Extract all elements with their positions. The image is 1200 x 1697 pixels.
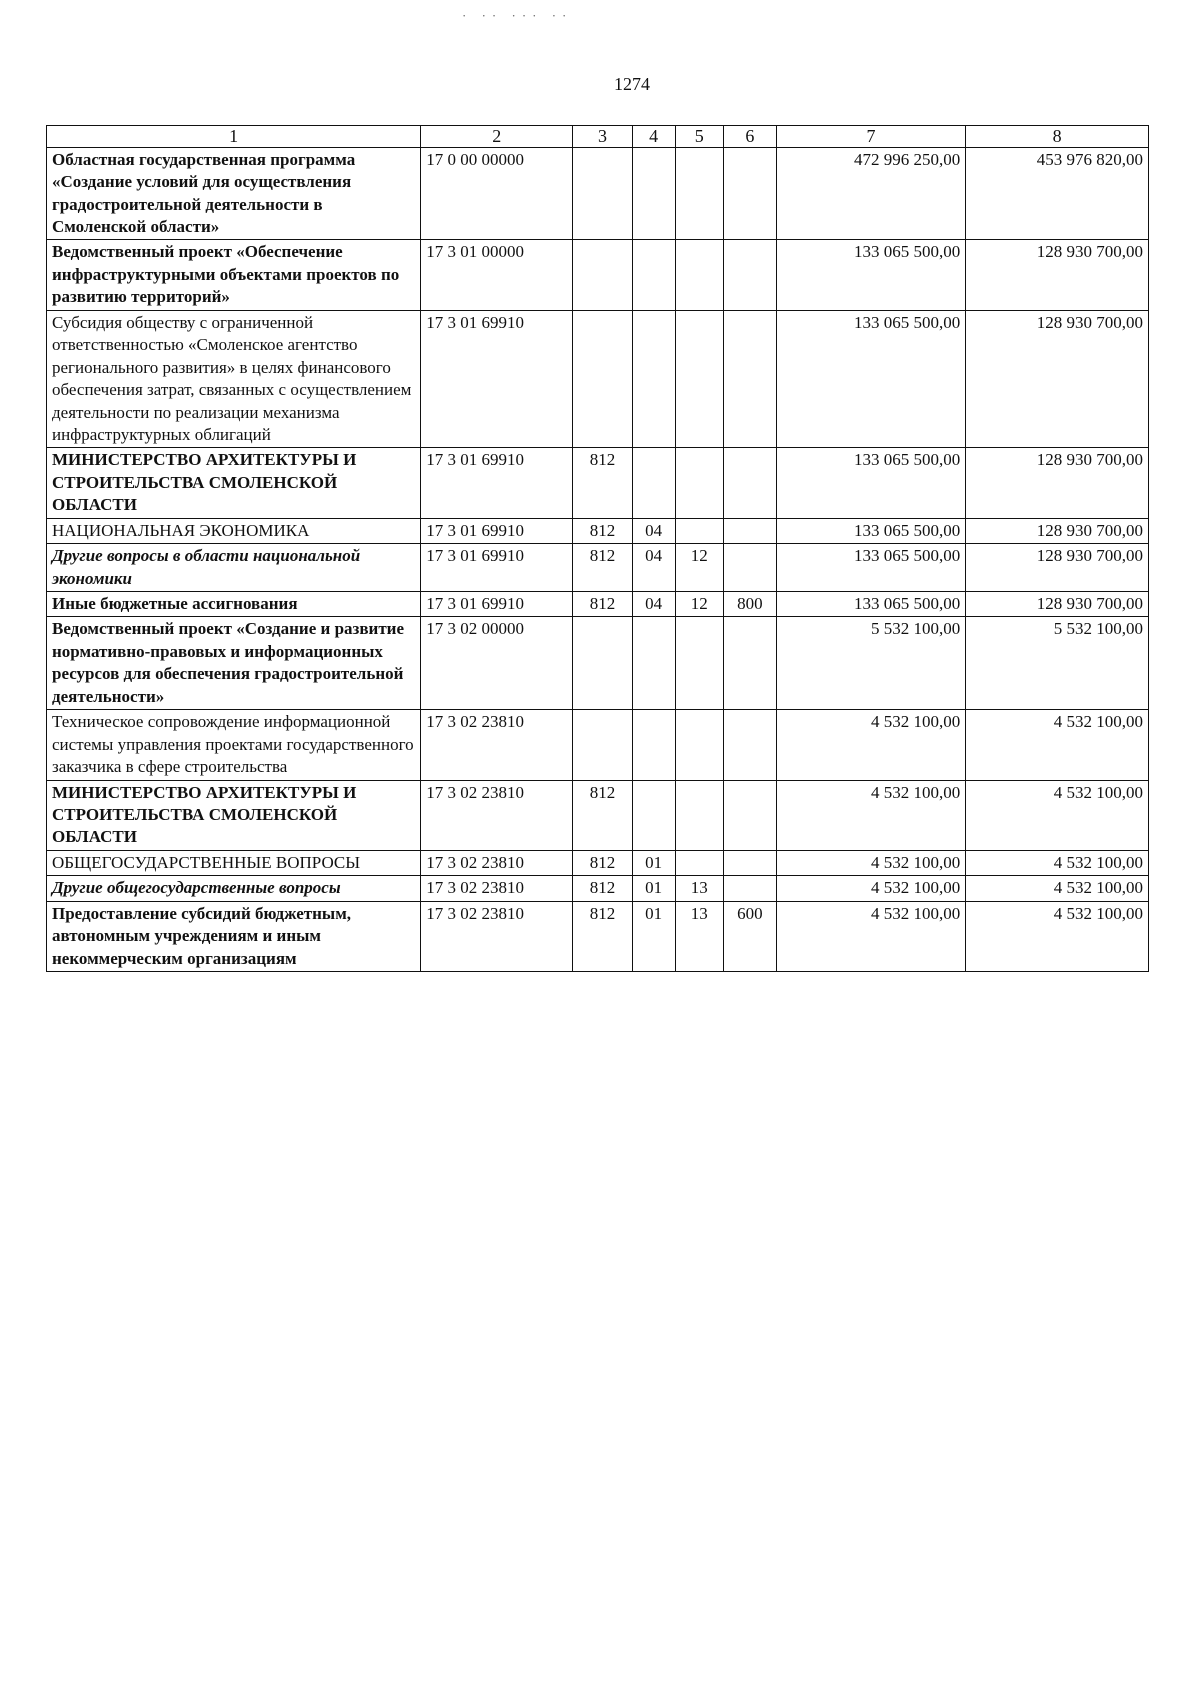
target-code: 17 3 01 69910 — [421, 310, 573, 448]
budget-table — [46, 125, 1149, 972]
row-name: Субсидия обществу с ограниченной ответственностью «Смоленское агентство регионального развития» в целях финансового обеспечения затрат, связанных с осуществлением деятельности по реализации механизма инфраструктурных облигаций — [47, 310, 421, 448]
row-name: ОБЩЕГОСУДАРСТВЕННЫЕ ВОПРОСЫ — [47, 850, 421, 875]
expense-type-code — [724, 544, 777, 592]
column-header: 3 — [573, 126, 632, 148]
amount-year-2: 453 976 820,00 — [966, 147, 1149, 240]
table-row — [47, 310, 1149, 448]
subsection-code: 13 — [675, 876, 723, 901]
table-row — [47, 710, 1149, 780]
target-code: 17 3 02 00000 — [421, 617, 573, 710]
amount-year-2: 5 532 100,00 — [966, 617, 1149, 710]
amount-year-1: 133 065 500,00 — [776, 592, 965, 617]
amount-year-2: 128 930 700,00 — [966, 448, 1149, 518]
amount-year-2: 128 930 700,00 — [966, 240, 1149, 310]
table-row — [47, 518, 1149, 543]
row-name: НАЦИОНАЛЬНАЯ ЭКОНОМИКА — [47, 518, 421, 543]
amount-year-1: 472 996 250,00 — [776, 147, 965, 240]
target-code: 17 3 02 23810 — [421, 780, 573, 850]
column-number-row — [47, 126, 1149, 148]
subsection-code: 13 — [675, 901, 723, 971]
subsection-code — [675, 780, 723, 850]
amount-year-2: 128 930 700,00 — [966, 310, 1149, 448]
row-name: Другие вопросы в области национальной экономики — [47, 544, 421, 592]
column-header: 4 — [632, 126, 675, 148]
row-name: Ведомственный проект «Создание и развитие нормативно-правовых и информационных ресурсов для обеспечения градостроительной деятельности» — [47, 617, 421, 710]
target-code: 17 3 01 69910 — [421, 518, 573, 543]
amount-year-2: 128 930 700,00 — [966, 544, 1149, 592]
section-code — [632, 147, 675, 240]
section-code — [632, 448, 675, 518]
amount-year-2: 128 930 700,00 — [966, 592, 1149, 617]
row-name: Ведомственный проект «Обеспечение инфраструктурными объектами проектов по развитию территорий» — [47, 240, 421, 310]
section-code — [632, 710, 675, 780]
section-code: 04 — [632, 518, 675, 543]
department-code — [573, 710, 632, 780]
section-code: 01 — [632, 876, 675, 901]
subsection-code — [675, 240, 723, 310]
expense-type-code — [724, 518, 777, 543]
target-code: 17 3 02 23810 — [421, 901, 573, 971]
amount-year-2: 4 532 100,00 — [966, 850, 1149, 875]
department-code — [573, 240, 632, 310]
section-code — [632, 780, 675, 850]
subsection-code — [675, 850, 723, 875]
table-row — [47, 544, 1149, 592]
section-code — [632, 240, 675, 310]
table-row — [47, 448, 1149, 518]
amount-year-1: 133 065 500,00 — [776, 448, 965, 518]
table-row — [47, 147, 1149, 240]
amount-year-2: 4 532 100,00 — [966, 710, 1149, 780]
department-code: 812 — [573, 901, 632, 971]
amount-year-1: 5 532 100,00 — [776, 617, 965, 710]
subsection-code — [675, 617, 723, 710]
target-code: 17 3 02 23810 — [421, 710, 573, 780]
expense-type-code — [724, 147, 777, 240]
department-code: 812 — [573, 448, 632, 518]
scan-artifacts: · ·· ··· ·· — [462, 8, 573, 23]
target-code: 17 0 00 00000 — [421, 147, 573, 240]
row-name: Техническое сопровождение информационной системы управления проектами государственного заказчика в сфере строительства — [47, 710, 421, 780]
section-code: 04 — [632, 544, 675, 592]
amount-year-1: 133 065 500,00 — [776, 544, 965, 592]
subsection-code: 12 — [675, 592, 723, 617]
table-row — [47, 240, 1149, 310]
section-code: 01 — [632, 850, 675, 875]
table-row — [47, 592, 1149, 617]
amount-year-1: 4 532 100,00 — [776, 780, 965, 850]
subsection-code — [675, 518, 723, 543]
table-row — [47, 617, 1149, 710]
table-row — [47, 901, 1149, 971]
target-code: 17 3 01 00000 — [421, 240, 573, 310]
department-code — [573, 147, 632, 240]
expense-type-code — [724, 876, 777, 901]
table-row — [47, 876, 1149, 901]
subsection-code — [675, 310, 723, 448]
section-code: 01 — [632, 901, 675, 971]
expense-type-code: 600 — [724, 901, 777, 971]
column-header: 2 — [421, 126, 573, 148]
subsection-code — [675, 147, 723, 240]
target-code: 17 3 01 69910 — [421, 448, 573, 518]
department-code: 812 — [573, 850, 632, 875]
subsection-code — [675, 448, 723, 518]
amount-year-1: 4 532 100,00 — [776, 901, 965, 971]
expense-type-code — [724, 850, 777, 875]
section-code — [632, 310, 675, 448]
amount-year-1: 4 532 100,00 — [776, 850, 965, 875]
department-code: 812 — [573, 544, 632, 592]
department-code: 812 — [573, 592, 632, 617]
department-code — [573, 310, 632, 448]
column-header: 8 — [966, 126, 1149, 148]
section-code: 04 — [632, 592, 675, 617]
amount-year-2: 4 532 100,00 — [966, 901, 1149, 971]
row-name: Иные бюджетные ассигнования — [47, 592, 421, 617]
table-row — [47, 780, 1149, 850]
target-code: 17 3 01 69910 — [421, 592, 573, 617]
row-name: МИНИСТЕРСТВО АРХИТЕКТУРЫ И СТРОИТЕЛЬСТВА СМОЛЕНСКОЙ ОБЛАСТИ — [47, 448, 421, 518]
target-code: 17 3 01 69910 — [421, 544, 573, 592]
column-header: 6 — [724, 126, 777, 148]
target-code: 17 3 02 23810 — [421, 876, 573, 901]
column-header: 1 — [47, 126, 421, 148]
page-number: 1274 — [614, 74, 650, 94]
amount-year-1: 4 532 100,00 — [776, 710, 965, 780]
subsection-code — [675, 710, 723, 780]
amount-year-2: 4 532 100,00 — [966, 876, 1149, 901]
table-row — [47, 850, 1149, 875]
row-name: Областная государственная программа «Создание условий для осуществления градостроительной деятельности в Смоленской области» — [47, 147, 421, 240]
expense-type-code — [724, 780, 777, 850]
department-code — [573, 617, 632, 710]
expense-type-code — [724, 448, 777, 518]
column-header: 7 — [776, 126, 965, 148]
expense-type-code — [724, 710, 777, 780]
row-name: МИНИСТЕРСТВО АРХИТЕКТУРЫ И СТРОИТЕЛЬСТВА СМОЛЕНСКОЙ ОБЛАСТИ — [47, 780, 421, 850]
row-name: Предоставление субсидий бюджетным, автономным учреждениям и иным некоммерческим организациям — [47, 901, 421, 971]
expense-type-code — [724, 310, 777, 448]
expense-type-code — [724, 617, 777, 710]
section-code — [632, 617, 675, 710]
amount-year-2: 128 930 700,00 — [966, 518, 1149, 543]
subsection-code: 12 — [675, 544, 723, 592]
department-code: 812 — [573, 518, 632, 543]
column-header: 5 — [675, 126, 723, 148]
department-code: 812 — [573, 780, 632, 850]
amount-year-1: 133 065 500,00 — [776, 240, 965, 310]
target-code: 17 3 02 23810 — [421, 850, 573, 875]
expense-type-code — [724, 240, 777, 310]
amount-year-2: 4 532 100,00 — [966, 780, 1149, 850]
row-name: Другие общегосударственные вопросы — [47, 876, 421, 901]
amount-year-1: 4 532 100,00 — [776, 876, 965, 901]
amount-year-1: 133 065 500,00 — [776, 310, 965, 448]
amount-year-1: 133 065 500,00 — [776, 518, 965, 543]
department-code: 812 — [573, 876, 632, 901]
expense-type-code: 800 — [724, 592, 777, 617]
